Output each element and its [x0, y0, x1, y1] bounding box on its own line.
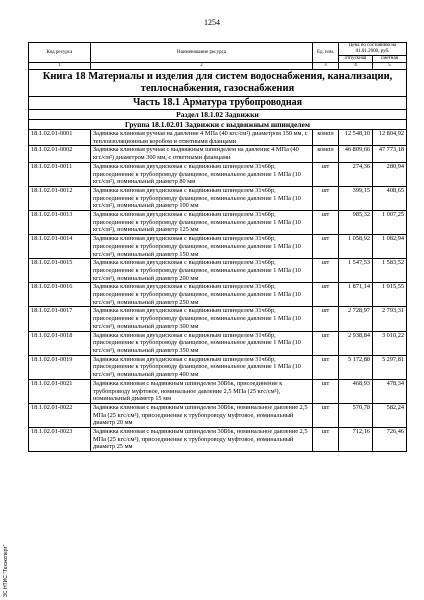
column-number: 5 [373, 63, 407, 70]
resource-name: Задвижка клиновая двухдисковая с выдвижным шпинделем 31ч6бр, присоединение к трубопроводу фланцевое, номинальное давление 1 МПа (10 кгс/см²), номинальный диаметр 80 мм [91, 162, 313, 186]
column-number: 3 [313, 63, 339, 70]
price-estimate: 408,65 [373, 186, 407, 210]
price-wholesale: 2 938,84 [339, 331, 373, 355]
price-estimate: 726,46 [373, 428, 407, 452]
resource-code: 18.1.02.01-0017 [29, 307, 91, 331]
page-number: 1254 [204, 18, 220, 27]
price-wholesale: 399,15 [339, 186, 373, 210]
resource-unit: шт [313, 259, 339, 283]
price-wholesale: 712,16 [339, 428, 373, 452]
resource-name: Задвижка клиновая с выдвижным шпинделем 30Б6к, присоединение к трубопроводу муфтовое, номинальное давление 2,5 МПа (25 кгс/см²), номинальный диаметр 15 мм [91, 379, 313, 403]
column-number: 1 [29, 63, 91, 70]
resource-code: 18.1.02.01-0018 [29, 331, 91, 355]
resource-name: Задвижка клиновая с выдвижным шпинделем 30Б6к, номинальное давление 2,5 МПа (25 кгс/см²), присоединение к трубопроводу муфтовое, номинальный диаметр 25 мм [91, 428, 313, 452]
price-estimate: 2 793,31 [373, 307, 407, 331]
header-row [29, 43, 407, 56]
resource-unit: компл [313, 130, 339, 146]
resource-code: 18.1.02.01-0023 [29, 428, 91, 452]
side-note: ЗС НТИС "Техэксперт" [3, 544, 9, 597]
resource-unit: шт [313, 307, 339, 331]
header-price: Цена по состоянию на 01.01.2000, руб. [339, 43, 407, 56]
table-row [29, 283, 407, 307]
table-row [29, 130, 407, 146]
price-estimate: 1 082,94 [373, 235, 407, 259]
resource-name: Задвижка клиновая двухдисковая с выдвижным шпинделем 31ч6бр, присоединение к трубопроводу фланцевое, номинальное давление 1 МПа (10 кгс/см²), номинальный диаметр 350 мм [91, 331, 313, 355]
resource-unit: шт [313, 211, 339, 235]
table-row [29, 211, 407, 235]
resource-name: Задвижка клиновая двухдисковая с выдвижным шпинделем 31ч6бр, присоединение к трубопроводу фланцевое, номинальное давление 1 МПа (10 кгс/см²), номинальный диаметр 250 мм [91, 283, 313, 307]
table-row [29, 379, 407, 403]
price-estimate: 47 773,18 [373, 146, 407, 162]
resource-unit: компл [313, 146, 339, 162]
price-estimate: 1 915,55 [373, 283, 407, 307]
price-wholesale: 274,36 [339, 162, 373, 186]
price-estimate: 478,34 [373, 379, 407, 403]
resource-name: Задвижка клиновая двухдисковая с выдвижным шпинделем 31ч6бр, присоединение к трубопроводу фланцевое, номинальное давление 1 МПа (10 кгс/см²), номинальный диаметр 100 мм [91, 186, 313, 210]
resource-name: Задвижка клиновая двухдисковая с выдвижным шпинделем 31ч6бр, присоединение к трубопроводу фланцевое, номинальное давление 1 МПа (10 кгс/см²), номинальный диаметр 125 мм [91, 211, 313, 235]
table-row [29, 186, 407, 210]
table-row [29, 428, 407, 452]
column-number: 4 [339, 63, 373, 70]
table-row [29, 355, 407, 379]
price-table [28, 42, 407, 452]
resource-code: 18.1.02.01-0002 [29, 146, 91, 162]
header-wholesale: отпускная [339, 56, 373, 63]
resource-unit: шт [313, 162, 339, 186]
resource-code: 18.1.02.01-0013 [29, 211, 91, 235]
price-table-container [28, 42, 406, 452]
resource-name: Задвижка клиновая двухдисковая с выдвижным шпинделем 31ч6бр, присоединение к трубопроводу фланцевое, номинальное давление 1 МПа (10 кгс/см²), номинальный диаметр 150 мм [91, 235, 313, 259]
table-row [29, 331, 407, 355]
resource-unit: шт [313, 379, 339, 403]
table-row [29, 307, 407, 331]
resource-code: 18.1.02.01-0016 [29, 283, 91, 307]
resource-unit: шт [313, 186, 339, 210]
resource-code: 18.1.02.01-0014 [29, 235, 91, 259]
table-row [29, 403, 407, 427]
price-wholesale: 2 728,97 [339, 307, 373, 331]
header-name: Наименование ресурса [91, 43, 313, 63]
section-title: Раздел 18.1.02 Задвижки [29, 110, 407, 120]
price-wholesale: 12 548,10 [339, 130, 373, 146]
price-wholesale: 1 871,14 [339, 283, 373, 307]
resource-code: 18.1.02.01-0011 [29, 162, 91, 186]
table-row [29, 259, 407, 283]
price-wholesale: 46 809,66 [339, 146, 373, 162]
group-title: Группа 18.1.02.01 Задвижки с выдвижным шпинделем [29, 120, 407, 130]
resource-unit: шт [313, 283, 339, 307]
resource-code: 18.1.02.01-0021 [29, 379, 91, 403]
resource-name: Задвижка клиновая двухдисковая с выдвижным шпинделем 31ч6бр, присоединение к трубопроводу фланцевое, номинальное давление 1 МПа (10 кгс/см²), номинальный диаметр 200 мм [91, 259, 313, 283]
price-wholesale: 1 547,53 [339, 259, 373, 283]
table-row [29, 162, 407, 186]
resource-unit: шт [313, 403, 339, 427]
resource-name: Задвижка клиновая двухдисковая с выдвижным шпинделем 31ч6бр, присоединение к трубопроводу фланцевое, номинальное давление 1 МПа (10 кгс/см²), номинальный диаметр 300 мм [91, 307, 313, 331]
column-number-row [29, 63, 407, 70]
resource-code: 18.1.02.01-0022 [29, 403, 91, 427]
book-title: Книга 18 Материалы и изделия для систем водоснабжения, канализации, теплоснабжения, газоснабжения [29, 70, 407, 97]
price-wholesale: 985,32 [339, 211, 373, 235]
header-code: Код ресурса [29, 43, 91, 63]
resource-unit: шт [313, 428, 339, 452]
resource-unit: шт [313, 235, 339, 259]
price-estimate: 5 297,81 [373, 355, 407, 379]
resource-code: 18.1.02.01-0001 [29, 130, 91, 146]
resource-code: 18.1.02.01-0019 [29, 355, 91, 379]
resource-code: 18.1.02.01-0015 [29, 259, 91, 283]
resource-unit: шт [313, 331, 339, 355]
price-estimate: 1 007,25 [373, 211, 407, 235]
part-title: Часть 18.1 Арматура трубопроводная [29, 97, 407, 110]
table-row [29, 146, 407, 162]
resource-name: Задвижка клиновая ручная на давление 4 МПа (40 кгс/см²) диаметром 150 мм, с теплоизоляционным коробом и ответными фланцами [91, 130, 313, 146]
price-estimate: 3 010,22 [373, 331, 407, 355]
header-estimate: сметная [373, 56, 407, 63]
price-estimate: 280,94 [373, 162, 407, 186]
price-estimate: 582,24 [373, 403, 407, 427]
price-estimate: 1 583,52 [373, 259, 407, 283]
table-row [29, 235, 407, 259]
resource-name: Задвижка клиновая двухдисковая с выдвижным шпинделем 31ч6бр, присоединение к трубопроводу фланцевое, номинальное давление 1 МПа (10 кгс/см²), номинальный диаметр 400 мм [91, 355, 313, 379]
resource-code: 18.1.02.01-0012 [29, 186, 91, 210]
price-wholesale: 468,93 [339, 379, 373, 403]
resource-name: Задвижка клиновая ручная с выдвижным шпинделем на давление 4 МПа (40 кгс/см²) диаметром 300 мм, с ответными фланцами [91, 146, 313, 162]
price-wholesale: 5 172,88 [339, 355, 373, 379]
column-number: 2 [91, 63, 313, 70]
price-wholesale: 570,78 [339, 403, 373, 427]
resource-unit: шт [313, 355, 339, 379]
price-estimate: 12 804,92 [373, 130, 407, 146]
header-unit: Ед. изм. [313, 43, 339, 63]
price-wholesale: 1 058,92 [339, 235, 373, 259]
resource-name: Задвижка клиновая с выдвижным шпинделем 30Б6к, номинальное давление 2,5 МПа (25 кгс/см²), присоединение к трубопроводу муфтовое, номинальный диаметр 20 мм [91, 403, 313, 427]
